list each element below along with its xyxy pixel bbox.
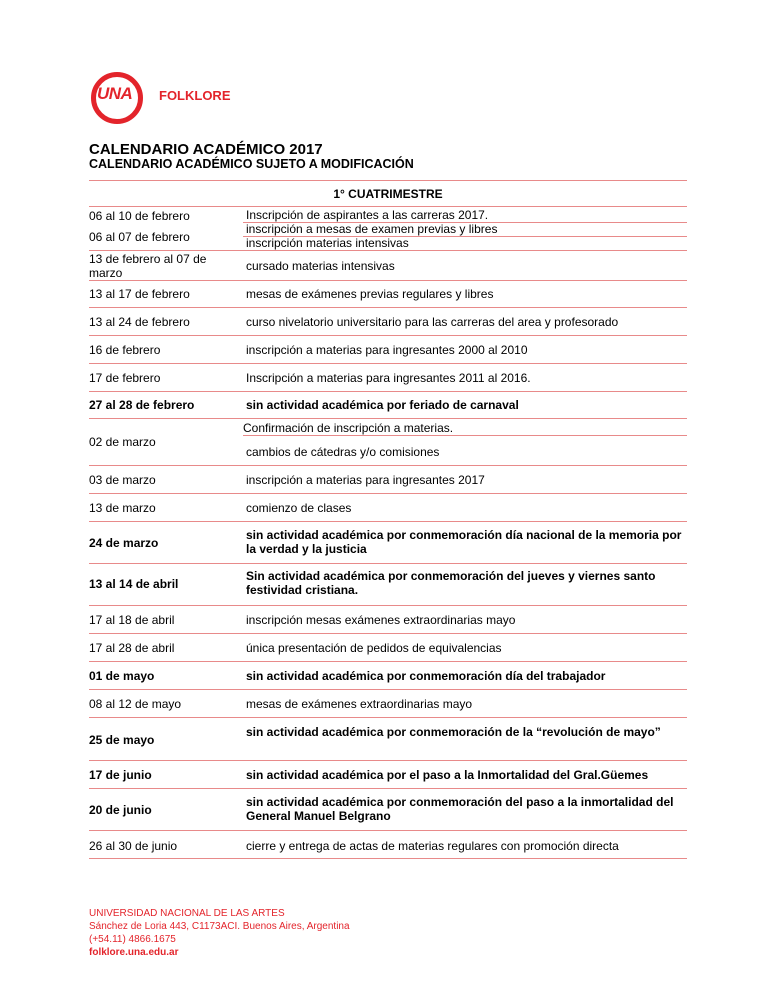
row-description: sin actividad académica por conmemoración del paso a la inmortalidad del General Manuel Belgrano bbox=[246, 795, 674, 823]
divider bbox=[89, 830, 687, 831]
row-date: 06 al 10 de febrero bbox=[89, 209, 190, 223]
row-date: 13 al 17 de febrero bbox=[89, 287, 190, 301]
row-description: inscripción materias intensivas bbox=[246, 236, 409, 250]
footer-address: Sánchez de Loria 443, C1173ACI. Buenos Aires, Argentina bbox=[89, 921, 350, 932]
row-date: 20 de junio bbox=[89, 803, 152, 817]
divider bbox=[89, 633, 687, 634]
divider bbox=[89, 563, 687, 564]
row-date: 24 de marzo bbox=[89, 536, 159, 550]
row-date: 06 al 07 de febrero bbox=[89, 230, 190, 244]
logo-una-text: UNA bbox=[97, 84, 133, 103]
footer-org: UNIVERSIDAD NACIONAL DE LAS ARTES bbox=[89, 908, 285, 919]
divider bbox=[89, 760, 687, 761]
row-date: 26 al 30 de junio bbox=[89, 839, 178, 853]
row-description: comienzo de clases bbox=[246, 501, 352, 515]
row-description: sin actividad académica por el paso a la Inmortalidad del Gral.Güemes bbox=[246, 768, 649, 782]
row-description: mesas de exámenes extraordinarias mayo bbox=[246, 697, 473, 711]
footer bbox=[89, 907, 350, 959]
row-date: 17 al 28 de abril bbox=[89, 641, 175, 655]
divider bbox=[89, 335, 687, 336]
row-description: Inscripción de aspirantes a las carreras 2017. bbox=[246, 208, 489, 222]
divider bbox=[89, 493, 687, 494]
footer-website-link[interactable]: folklore.una.edu.ar bbox=[89, 947, 179, 958]
row-description: sin actividad académica por conmemoración día nacional de la memoria por la verdad y la justicia bbox=[246, 528, 682, 556]
row-date: 27 al 28 de febrero bbox=[89, 398, 195, 412]
row-date: 16 de febrero bbox=[89, 343, 161, 357]
page-subtitle: CALENDARIO ACADÉMICO SUJETO A MODIFICACIÓN bbox=[89, 157, 414, 171]
section-title: 1° CUATRIMESTRE bbox=[333, 187, 443, 201]
row-description: curso nivelatorio universitario para las carreras del area y profesorado bbox=[246, 315, 619, 329]
row-description: cierre y entrega de actas de materias regulares con promoción directa bbox=[246, 839, 619, 853]
row-description: sin actividad académica por conmemoración día del trabajador bbox=[246, 669, 606, 683]
row-description: inscripción a mesas de examen previas y libres bbox=[246, 222, 498, 236]
row-description: sin actividad académica por conmemoración de la “revolución de mayo” bbox=[246, 725, 661, 739]
row-date: 17 al 18 de abril bbox=[89, 613, 175, 627]
row-description: Inscripción a materias para ingresantes 2011 al 2016. bbox=[246, 371, 531, 385]
divider bbox=[89, 280, 687, 281]
divider bbox=[89, 521, 687, 522]
row-date: 03 de marzo bbox=[89, 473, 156, 487]
row-date: 08 al 12 de mayo bbox=[89, 697, 182, 711]
divider bbox=[243, 435, 687, 436]
divider bbox=[89, 465, 687, 466]
divider bbox=[89, 858, 687, 859]
row-date: 17 de junio bbox=[89, 768, 152, 782]
row-date: 17 de febrero bbox=[89, 371, 161, 385]
row-description: mesas de exámenes previas regulares y libres bbox=[246, 287, 494, 301]
row-description: Confirmación de inscripción a materias. bbox=[243, 421, 454, 435]
row-description: sin actividad académica por feriado de carnaval bbox=[246, 398, 519, 412]
divider bbox=[89, 206, 687, 207]
row-date: 01 de mayo bbox=[89, 669, 155, 683]
divider bbox=[89, 418, 687, 419]
logo-department: FOLKLORE bbox=[159, 88, 231, 103]
divider bbox=[89, 605, 687, 606]
row-description: inscripción mesas exámenes extraordinarias mayo bbox=[246, 613, 516, 627]
row-date: 02 de marzo bbox=[89, 435, 156, 449]
footer-phone: (+54.11) 4866.1675 bbox=[89, 934, 176, 945]
divider bbox=[89, 250, 687, 251]
divider bbox=[89, 391, 687, 392]
row-date: 13 de febrero al 07 de marzo bbox=[89, 252, 207, 280]
row-description: Sin actividad académica por conmemoración del jueves y viernes santo festividad cristiana. bbox=[246, 569, 656, 597]
divider bbox=[89, 180, 687, 181]
page-title: CALENDARIO ACADÉMICO 2017 bbox=[89, 141, 323, 158]
row-description: inscripción a materias para ingresantes 2017 bbox=[246, 473, 485, 487]
divider bbox=[89, 307, 687, 308]
row-date: 13 al 14 de abril bbox=[89, 577, 179, 591]
divider bbox=[89, 717, 687, 718]
divider bbox=[89, 363, 687, 364]
una-folklore-logo bbox=[91, 72, 251, 122]
row-description: única presentación de pedidos de equivalencias bbox=[246, 641, 502, 655]
divider bbox=[89, 661, 687, 662]
row-date: 25 de mayo bbox=[89, 733, 155, 747]
row-date: 13 al 24 de febrero bbox=[89, 315, 190, 329]
divider bbox=[89, 788, 687, 789]
row-description: cursado materias intensivas bbox=[246, 259, 395, 273]
row-description-secondary: cambios de cátedras y/o comisiones bbox=[246, 445, 440, 459]
row-description: inscripción a materias para ingresantes 2000 al 2010 bbox=[246, 343, 528, 357]
row-date: 13 de marzo bbox=[89, 501, 156, 515]
divider bbox=[89, 689, 687, 690]
